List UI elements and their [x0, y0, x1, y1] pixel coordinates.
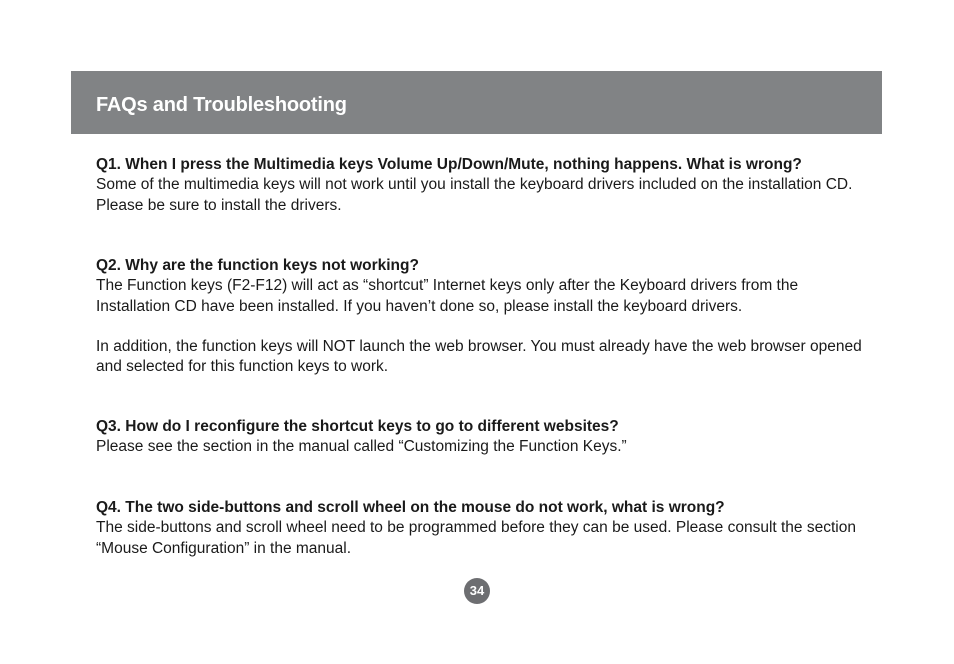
section-header-band: [71, 71, 882, 134]
faq-item-2: [96, 256, 876, 378]
faq-item-3: [96, 417, 876, 458]
faq-question-2: Q2. Why are the function keys not working?: [96, 257, 419, 274]
faq-item-1: [96, 155, 876, 216]
faq-answer-4: The side-buttons and scroll wheel need to be programmed before they can be used. Please consult the section “Mouse Configuration” in the manual.: [96, 519, 856, 557]
faq-question-4: Q4. The two side-buttons and scroll wheel on the mouse do not work, what is wrong?: [96, 499, 725, 516]
faq-question-1: Q1. When I press the Multimedia keys Volume Up/Down/Mute, nothing happens. What is wrong?: [96, 156, 802, 173]
faq-question-3: Q3. How do I reconfigure the shortcut keys to go to different websites?: [96, 418, 619, 435]
page-number-badge: 34: [464, 578, 490, 604]
faq-answer-2-paragraph-1: The Function keys (F2-F12) will act as “shortcut” Internet keys only after the Keyboard drivers from the Installation CD have been installed. If you haven’t done so, please install the keyboard drivers.: [96, 277, 799, 315]
faq-answer-2-paragraph-2: In addition, the function keys will NOT launch the web browser. You must already have the web browser opened and selected for this function keys to work.: [96, 338, 862, 376]
faq-answer-1: Some of the multimedia keys will not work until you install the keyboard drivers included on the installation CD. Please be sure to install the drivers.: [96, 176, 853, 214]
faq-item-4: [96, 498, 876, 559]
page-title: FAQs and Troubleshooting: [96, 94, 347, 116]
faq-answer-3: Please see the section in the manual called “Customizing the Function Keys.”: [96, 438, 627, 456]
